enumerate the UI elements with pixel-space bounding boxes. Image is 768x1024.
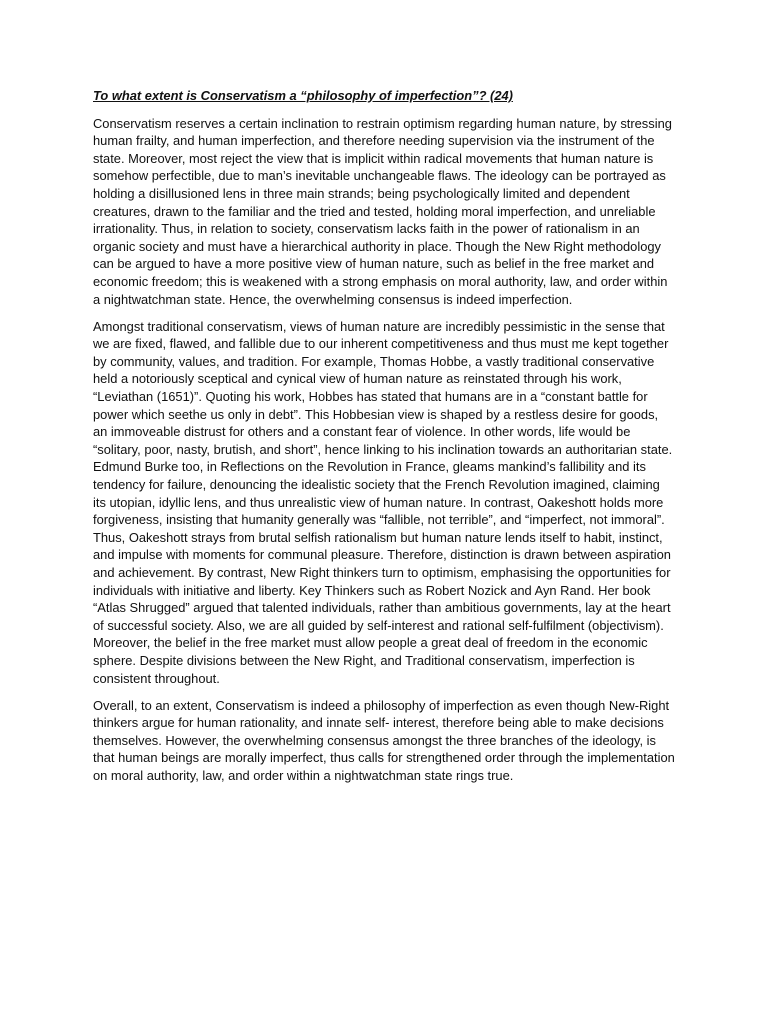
- document-page: [93, 87, 675, 794]
- paragraph-main-body: Amongst traditional conservatism, views of human nature are incredibly pessimistic in the sense that we are fixed, flawed, and fallible due to our inherent competitiveness and thus must me kept together by community, values, and tradition. For example, Thomas Hobbe, a vastly traditional conservative held a notoriously sceptical and cynical view of human nature as reinstated through his work, “Leviathan (1651)”. Quoting his work, Hobbes has stated that humans are in a “constant battle for power which seethe us only in debt”. This Hobbesian view is shaped by a restless desire for goods, an immoveable distrust for others and a constant fear of violence. In other words, life would be “solitary, poor, nasty, brutish, and short”, hence linking to his inclination towards an authoritarian state. Edmund Burke too, in Reflections on the Revolution in France, gleams mankind’s fallibility and its tendency for failure, denouncing the idealistic society that the French Revolution imagined, claiming its utopian, idyllic lens, and thus unrealistic view of human nature. In contrast, Oakeshott holds more forgiveness, insisting that humanity generally was “fallible, not terrible”, and “imperfect, not immoral”. Thus, Oakeshott strays from brutal selfish rationalism but human nature lends itself to habit, instinct, and impulse with moments for communal pleasure. Therefore, distinction is drawn between aspiration and achievement. By contrast, New Right thinkers turn to optimism, emphasising the opportunities for individuals with initiative and liberty. Key Thinkers such as Robert Nozick and Ayn Rand. Her book “Atlas Shrugged” argued that talented individuals, rather than ambitious governments, lay at the heart of successful society. Also, we are all guided by self-interest and rational self-fulfilment (objectivism). Moreover, the belief in the free market must allow people a great deal of freedom in the economic sphere. Despite divisions between the New Right, and Traditional conservatism, imperfection is consistent throughout.: [93, 318, 673, 686]
- paragraph-introduction: Conservatism reserves a certain inclination to restrain optimism regarding human nature, by stressing human frailty, and human imperfection, and therefore needing supervision via the instrument of the state. Moreover, most reject the view that is implicit within radical movements that human nature is somehow perfectible, due to man’s inevitable unchangeable flaws. The ideology can be portrayed as holding a disillusioned lens in three main strands; being psychologically limited and dependent creatures, drawn to the familiar and the tried and tested, holding moral imperfection, and unreliable irrationality. Thus, in relation to society, conservatism lacks faith in the power of rationalism in an organic society and must have a hierarchical authority in place. Though the New Right methodology can be argued to have a more positive view of human nature, such as belief in the free market and economic freedom; this is weakened with a strong emphasis on moral authority, law, and order within a nightwatchman state. Hence, the overwhelming consensus is indeed imperfection.: [93, 115, 672, 307]
- essay-title: To what extent is Conservatism a “philosophy of imperfection”? (24): [93, 88, 513, 103]
- paragraph-conclusion: Overall, to an extent, Conservatism is indeed a philosophy of imperfection as even though New-Right thinkers argue for human rationality, and innate self- interest, therefore being able to make decisions themselves. However, the overwhelming consensus amongst the three branches of the ideology, is that human beings are morally imperfect, thus calls for strengthened order through the implementation on moral authority, law, and order within a nightwatchman state rings true.: [93, 697, 675, 783]
